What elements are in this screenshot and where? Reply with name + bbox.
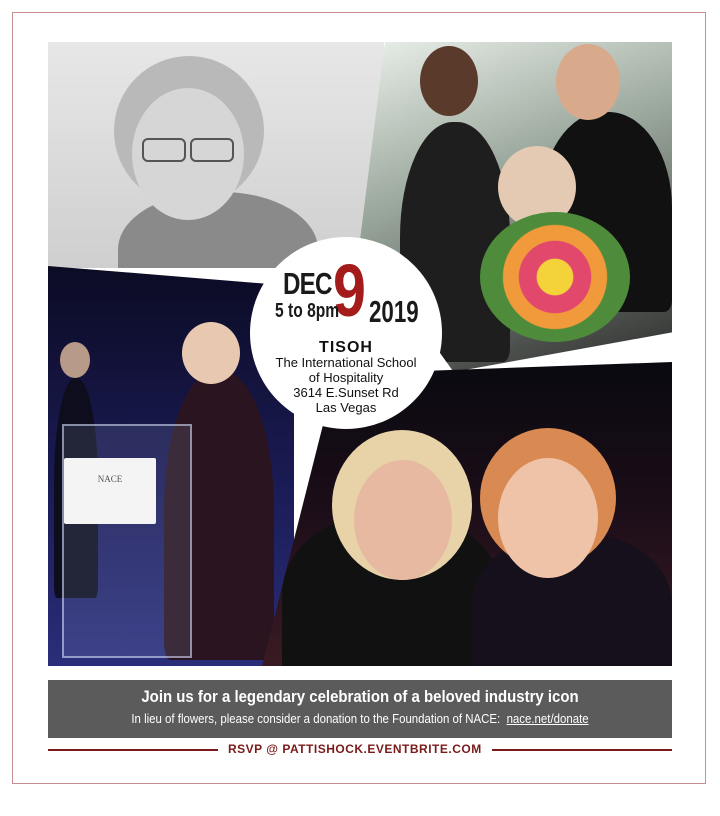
donate-link[interactable]: nace.net/donate bbox=[506, 711, 589, 726]
event-month: DEC bbox=[283, 266, 332, 301]
rsvp-link[interactable]: RSVP @ PATTISHOCK.EVENTBRITE.COM bbox=[218, 742, 492, 756]
glasses-right bbox=[190, 138, 234, 162]
venue-city: Las Vegas bbox=[315, 400, 377, 415]
lectern-sign-text: NACE bbox=[97, 474, 123, 484]
speaker-head bbox=[182, 322, 240, 384]
venue-short: TISOH bbox=[319, 339, 373, 356]
venue-block bbox=[253, 340, 439, 415]
invitation-banner bbox=[48, 680, 672, 738]
glasses-left bbox=[142, 138, 186, 162]
lectern-sign bbox=[64, 458, 156, 524]
event-time: 5 to 8pm bbox=[275, 300, 340, 322]
woman-right-face bbox=[498, 458, 598, 578]
donation-text: In lieu of flowers, please consider a donation to the Foundation of NACE: bbox=[131, 711, 501, 726]
venue-line2: of Hospitality bbox=[308, 370, 384, 385]
venue-line1: The International School bbox=[275, 355, 417, 370]
event-date-badge bbox=[253, 240, 439, 426]
woman-left-face bbox=[354, 460, 452, 580]
banner-headline: Join us for a legendary celebration of a beloved industry icon bbox=[141, 687, 579, 706]
event-year: 2019 bbox=[369, 294, 419, 329]
event-day: 9 bbox=[333, 249, 366, 332]
flower-bouquet bbox=[480, 212, 630, 342]
person-left-head bbox=[420, 46, 478, 116]
portrait-photo bbox=[48, 42, 384, 268]
venue-address: 3614 E.Sunset Rd bbox=[293, 385, 399, 400]
banner-subline bbox=[85, 711, 634, 726]
person-right-head bbox=[556, 44, 620, 120]
man-background-head bbox=[60, 342, 90, 378]
